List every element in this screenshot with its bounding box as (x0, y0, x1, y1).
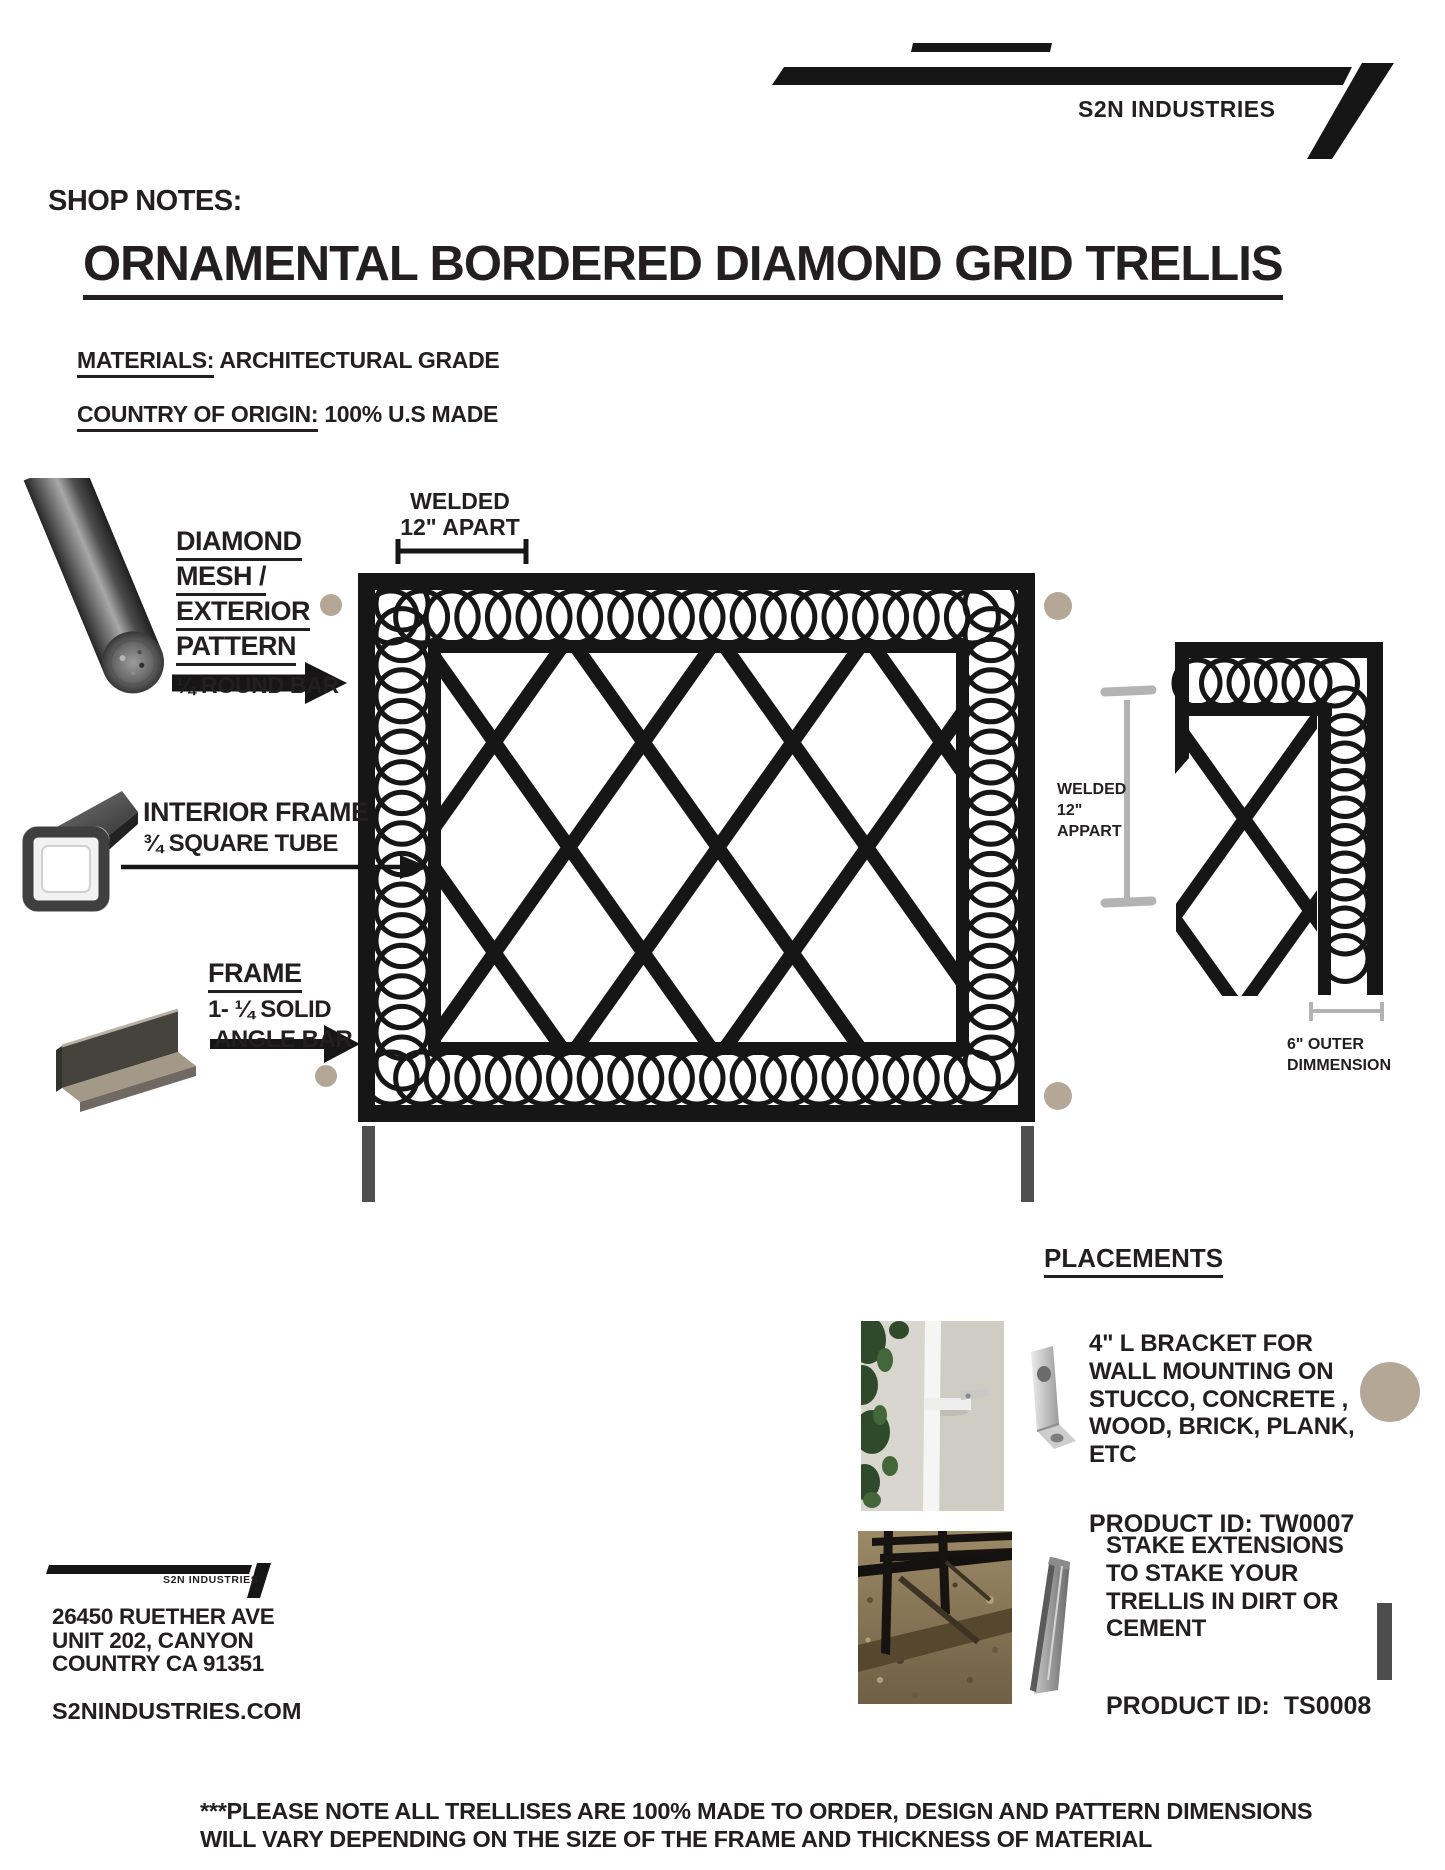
stake-image (1030, 1557, 1070, 1694)
brand-wordmark: S2N INDUSTRIES (1078, 96, 1276, 122)
origin-value: 100% U.S MADE (324, 401, 499, 427)
callout-frame: FRAME 1- ¼ SOLID ANGLE BAR (208, 958, 353, 1053)
top-weld-dimension-label: WELDED 12" APART (400, 488, 520, 540)
footer-brand-wordmark: S2N INDUSTRIES (163, 1574, 259, 1586)
frame-subtitle-1: 1- ¼ SOLID (208, 996, 332, 1023)
placements-heading: PLACEMENTS (1044, 1243, 1223, 1278)
callout-interior-frame: INTERIOR FRAME ¾ SQUARE TUBE (143, 797, 369, 857)
angle-bar-photo (56, 1010, 196, 1112)
origin-line (77, 401, 498, 432)
frame-subtitle-2: ANGLE BAR (214, 1026, 353, 1053)
l-bracket-image (1031, 1346, 1076, 1449)
side-weld-dimension-label: WELDED 12" APPART (1057, 781, 1127, 840)
footer-address: 26450 RUETHER AVE UNIT 202, CANYON COUNTRY CA 91351 (52, 1604, 275, 1676)
stake-product-id: PRODUCT ID: TS0008 (1106, 1692, 1372, 1720)
outer-dimension-marker (1311, 1002, 1382, 1021)
materials-label: MATERIALS: (77, 347, 214, 378)
outer-dimension-label: 6" OUTER DIMMENSION (1287, 1036, 1391, 1074)
page-title: ORNAMENTAL BORDERED DIAMOND GRID TRELLIS (83, 236, 1283, 300)
bracket-product-id: PRODUCT ID: TW0007 (1089, 1510, 1355, 1538)
callout-diamond-mesh: DIAMOND MESH / EXTERIOR PATTERN ¼ ROUND BAR (176, 526, 339, 701)
footer-disclaimer: ***PLEASE NOTE ALL TRELLISES ARE 100% MADE TO ORDER, DESIGN AND PATTERN DIMENSIONS WILL VARY DEPENDING ON THE SIZE OF THE FRAME AND THICKNESS OF MATERIAL (200, 1798, 1313, 1852)
materials-line (77, 347, 499, 378)
interior-subtitle: ¾ SQUARE TUBE (143, 830, 338, 857)
mesh-subtitle: ¼ ROUND BAR (176, 672, 339, 698)
materials-value: ARCHITECTURAL GRADE (219, 347, 500, 373)
shop-notes-label: SHOP NOTES: (48, 185, 242, 217)
origin-label: COUNTRY OF ORIGIN: (77, 401, 318, 432)
footer-website: S2NINDUSTRIES.COM (52, 1698, 302, 1724)
wall-bracket-photo (846, 1316, 1004, 1511)
round-bar-photo (24, 457, 174, 703)
corner-detail-diagram (1151, 642, 1383, 1028)
square-tube-photo (24, 791, 138, 910)
bracket-description: 4" L BRACKET FOR WALL MOUNTING ON STUCCO, CONCRETE , WOOD, BRICK, PLANK, ETC (1089, 1330, 1355, 1469)
top-weld-dimension-marker (398, 539, 526, 564)
stake-description: STAKE EXTENSIONS TO STAKE YOUR TRELLIS IN DIRT OR CEMENT (1106, 1532, 1344, 1643)
stake-photo (858, 1531, 1012, 1704)
stake-accent-bar (1377, 1603, 1392, 1680)
header-top-sliver (911, 43, 1052, 52)
